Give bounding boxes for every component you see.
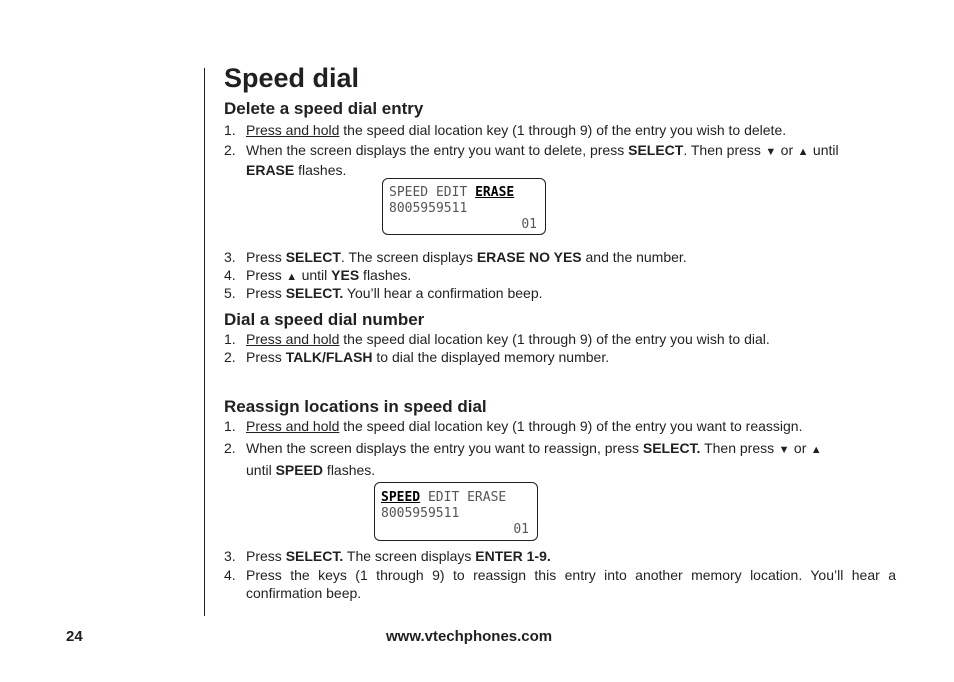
reassign-step-1: 1. Press and hold the speed dial location key (1 through 9) of the entry you want to reassign. xyxy=(224,418,803,434)
margin-rule xyxy=(204,68,205,616)
up-arrow-icon: ▲ xyxy=(810,444,822,456)
dial-step-1: 1. Press and hold the speed dial location key (1 through 9) of the entry you wish to dial. xyxy=(224,331,770,347)
down-arrow-icon: ▼ xyxy=(778,444,790,456)
delete-step-2: 2. When the screen displays the entry you want to delete, press SELECT. Then press ▼ or ▲ until ERASE flashes. xyxy=(224,142,839,178)
delete-step-4: 4. Press ▲ until YES flashes. xyxy=(224,266,896,286)
reassign-step-2: 2. When the screen displays the entry you want to reassign, press SELECT. Then press ▼ or ▲ until SPEED flashes. xyxy=(224,440,822,478)
lcd-display-speed: SPEED EDIT ERASE 8005959511 01 xyxy=(374,482,538,541)
page-number: 24 xyxy=(66,628,83,645)
page-title: Speed dial xyxy=(224,63,360,93)
footer-url: www.vtechphones.com xyxy=(386,628,553,645)
reassign-heading: Reassign locations in speed dial xyxy=(224,397,487,416)
dial-heading: Dial a speed dial number xyxy=(224,310,425,329)
press-and-hold-text: Press and hold xyxy=(246,418,340,434)
delete-heading: Delete a speed dial entry xyxy=(224,99,424,118)
press-and-hold-text: Press and hold xyxy=(246,331,340,347)
delete-step-3: 3. Press SELECT. The screen displays ERASE NO YES and the number. xyxy=(224,249,687,265)
press-and-hold-text: Press and hold xyxy=(246,122,340,138)
reassign-step-3: 3. Press SELECT. The screen displays ENTER 1-9. xyxy=(224,548,551,564)
delete-step-1: 1. Press and hold the speed dial location key (1 through 9) of the entry you wish to delete. xyxy=(224,122,787,138)
up-arrow-icon: ▲ xyxy=(286,271,298,283)
reassign-step-4: 4. Press the keys (1 through 9) to reassign this entry into another memory location. You’ll hear a confirmation beep. xyxy=(224,567,896,601)
up-arrow-icon: ▲ xyxy=(797,146,809,158)
down-arrow-icon: ▼ xyxy=(765,146,777,158)
lcd-display-erase: SPEED EDIT ERASE 8005959511 01 xyxy=(382,178,546,235)
dial-step-2: 2. Press TALK/FLASH to dial the displayed memory number. xyxy=(224,349,610,365)
delete-step-5: 5. Press SELECT. You’ll hear a confirmation beep. xyxy=(224,285,543,301)
